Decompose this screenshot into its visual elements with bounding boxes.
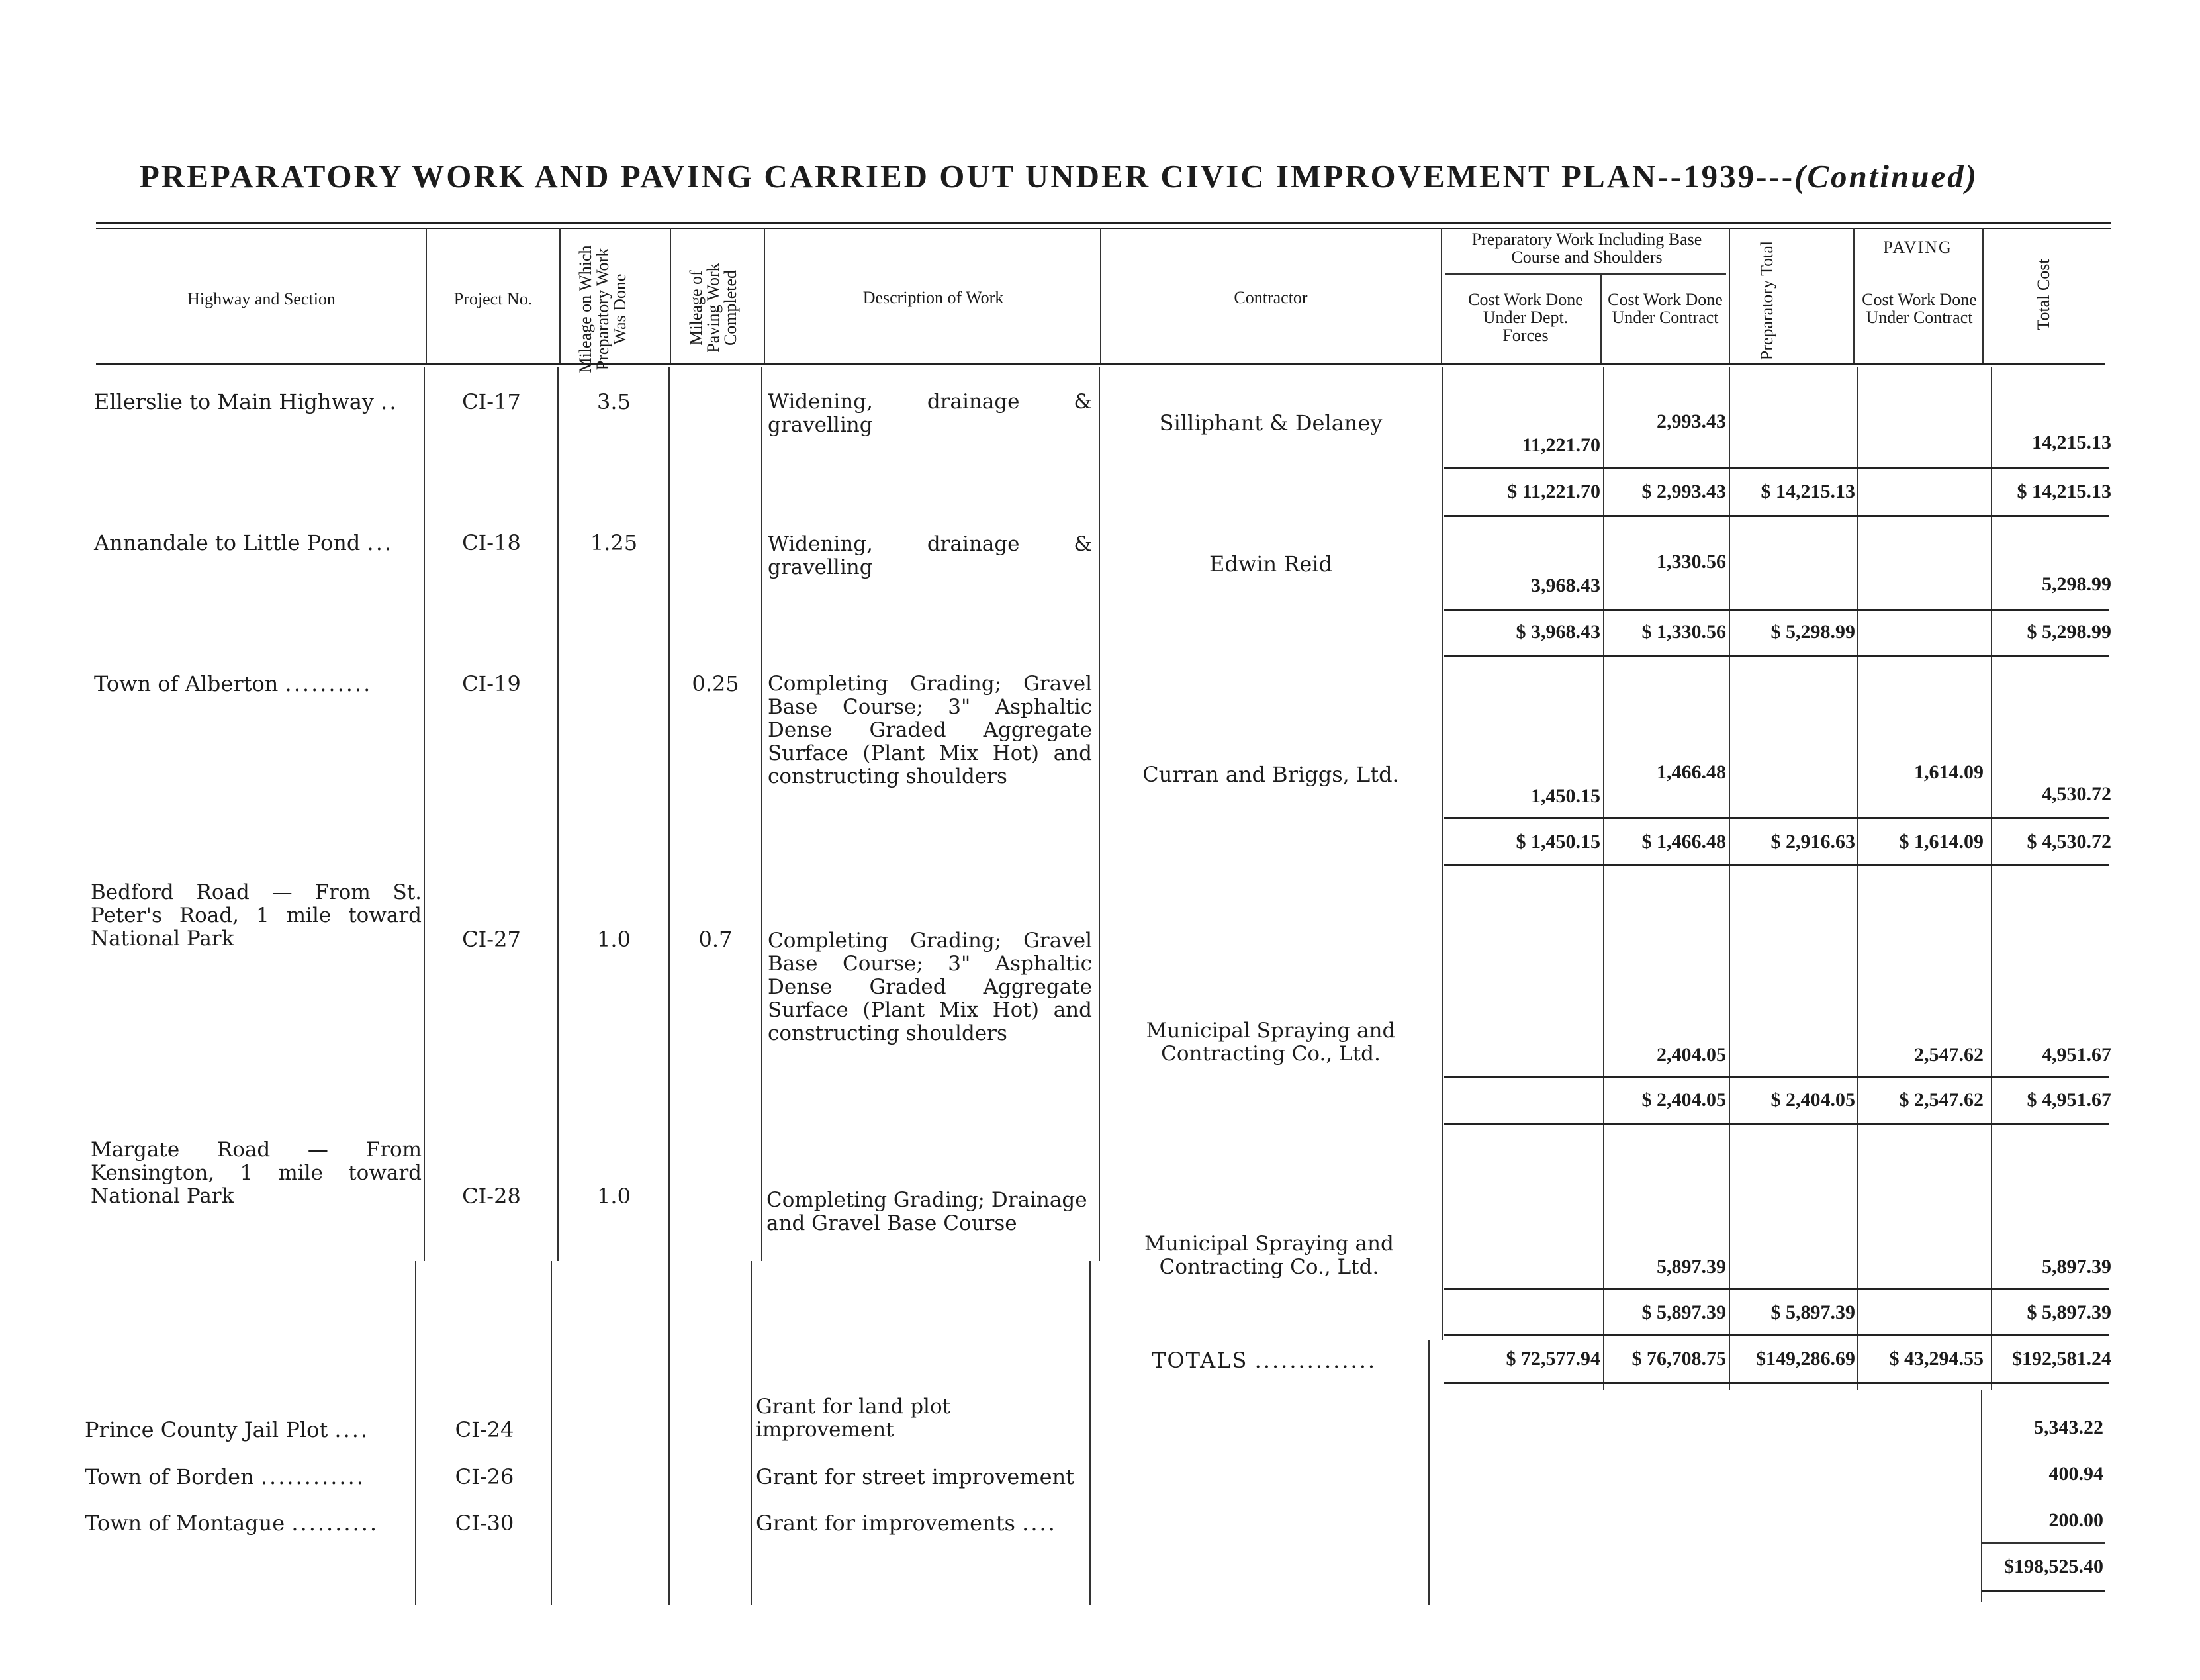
body-col-sep bbox=[1428, 1340, 1430, 1605]
grant3-highway: Town of Montague .......... bbox=[85, 1511, 379, 1536]
row3-sub-prep-total: $ 2,916.63 bbox=[1770, 831, 1855, 853]
row2-sub-dept: $ 3,968.43 bbox=[1516, 621, 1600, 643]
row3-sub-dept: $ 1,450.15 bbox=[1516, 831, 1600, 853]
header-dept-forces: Cost Work Done Under Dept. Forces bbox=[1468, 290, 1583, 345]
row4-sub-paving: $ 2,547.62 bbox=[1899, 1089, 1984, 1111]
grant2-project: CI-26 bbox=[455, 1464, 514, 1489]
totals-paving: $ 43,294.55 bbox=[1889, 1348, 1984, 1370]
row4-end-rule bbox=[1444, 1123, 2109, 1125]
grant2-total: 400.94 bbox=[2048, 1463, 2103, 1485]
totals-dept: $ 72,577.94 bbox=[1506, 1348, 1600, 1370]
row2-total: 5,298.99 bbox=[2042, 573, 2111, 595]
row3-highway: Town of Alberton .......... bbox=[94, 671, 373, 696]
row1-total: 14,215.13 bbox=[2032, 432, 2111, 453]
row5-sub-total: $ 5,897.39 bbox=[2027, 1301, 2111, 1323]
row4-highway: Bedford Road — From St. Peter's Road, 1 mile toward National Park bbox=[91, 880, 422, 951]
row2-sub-contract: $ 1,330.56 bbox=[1641, 621, 1726, 643]
grant3-project: CI-30 bbox=[455, 1511, 514, 1536]
row5-sub-rule bbox=[1444, 1288, 2109, 1290]
header-highway: Highway and Section bbox=[187, 289, 336, 308]
grant3-total: 200.00 bbox=[2048, 1509, 2103, 1531]
body-col-sep bbox=[1603, 367, 1604, 1390]
totals-prep-total: $149,286.69 bbox=[1756, 1348, 1855, 1370]
totals-rule bbox=[1444, 1382, 2109, 1384]
body-col-sep bbox=[415, 1261, 416, 1605]
body-col-sep bbox=[1981, 1390, 1982, 1602]
body-col-sep bbox=[557, 367, 559, 1261]
grant1-highway: Prince County Jail Plot .... bbox=[85, 1417, 370, 1442]
row3-dept: 1,450.15 bbox=[1531, 785, 1600, 807]
totals-contract: $ 76,708.75 bbox=[1631, 1348, 1726, 1370]
grand-total: $198,525.40 bbox=[2004, 1556, 2103, 1577]
body-col-sep bbox=[1089, 1261, 1091, 1605]
title-main: PREPARATORY WORK AND PAVING CARRIED OUT UNDER CIVIC IMPROVEMENT PLAN--1939--- bbox=[139, 158, 1795, 195]
row1-sub-prep-total: $ 14,215.13 bbox=[1761, 481, 1855, 502]
top-rule-inner bbox=[96, 228, 2111, 229]
row1-description: Widening, drainage & gravelling bbox=[768, 390, 1092, 437]
row3-sub-rule bbox=[1444, 817, 2109, 819]
grant2-description: Grant for street improvement bbox=[756, 1464, 1075, 1489]
row2-description: Widening, drainage & gravelling bbox=[768, 532, 1092, 579]
header-mileage-paving: Mileage of Paving Work Completed bbox=[686, 263, 740, 353]
body-col-sep bbox=[761, 367, 762, 1261]
row5-highway: Margate Road — From Kensington, 1 mile toward National Park bbox=[91, 1138, 422, 1208]
row5-contractor: Municipal Spraying and Contracting Co., Ltd. bbox=[1144, 1232, 1394, 1279]
row3-total: 4,530.72 bbox=[2042, 783, 2111, 805]
grant1-description: Grant for land plot improvement bbox=[756, 1395, 951, 1442]
totals-total: $192,581.24 bbox=[2012, 1348, 2111, 1370]
row2-contract: 1,330.56 bbox=[1657, 551, 1726, 573]
grant2-highway: Town of Borden ............ bbox=[85, 1464, 365, 1489]
row4-contractor: Municipal Spraying and Contracting Co., Ltd. bbox=[1146, 1019, 1396, 1066]
row1-contractor: Silliphant & Delaney bbox=[1159, 410, 1383, 436]
row2-project: CI-18 bbox=[462, 530, 521, 555]
row2-contractor: Edwin Reid bbox=[1209, 551, 1332, 577]
header-mileage-prep: Mileage on Which Preparatory Work Was Done bbox=[576, 245, 629, 373]
row4-total: 4,951.67 bbox=[2042, 1044, 2111, 1066]
body-col-sep bbox=[668, 367, 670, 1605]
prep-group-rule bbox=[1445, 273, 1726, 275]
grand-total-underline bbox=[1982, 1590, 2105, 1592]
header-description: Description of Work bbox=[862, 288, 1004, 307]
col-sep bbox=[670, 228, 671, 363]
header-contractor: Contractor bbox=[1234, 288, 1308, 307]
row3-mileage-paving: 0.25 bbox=[692, 671, 739, 696]
row3-contract: 1,466.48 bbox=[1657, 761, 1726, 783]
row2-sub-rule bbox=[1444, 609, 2109, 611]
col-sep bbox=[1853, 228, 1855, 363]
grant1-total: 5,343.22 bbox=[2034, 1417, 2103, 1438]
row2-mileage-prep: 1.25 bbox=[590, 530, 638, 555]
header-paving-contract: Cost Work Done Under Contract bbox=[1862, 290, 1977, 327]
totals-label: TOTALS .............. bbox=[1152, 1348, 1377, 1373]
row2-sub-prep-total: $ 5,298.99 bbox=[1770, 621, 1855, 643]
col-sep bbox=[1600, 275, 1602, 363]
body-col-sep bbox=[551, 1261, 552, 1605]
top-rule bbox=[96, 222, 2111, 224]
row1-sub-dept: $ 11,221.70 bbox=[1507, 481, 1600, 502]
row1-dept: 11,221.70 bbox=[1522, 434, 1600, 456]
col-sep bbox=[426, 228, 427, 363]
row2-highway: Annandale to Little Pond ... bbox=[94, 530, 394, 555]
row4-mileage-paving: 0.7 bbox=[698, 927, 733, 952]
body-col-sep bbox=[1442, 367, 1443, 1340]
header-total-cost: Total Cost bbox=[2034, 259, 2053, 330]
row4-description: Completing Grading; Gravel Base Course; 3" Asphaltic Dense Graded Aggregate Surface (Plant Mix Hot) and constructing shoulders bbox=[768, 929, 1092, 1045]
row1-highway: Ellerslie to Main Highway .. bbox=[94, 389, 398, 414]
row1-contract: 2,993.43 bbox=[1657, 410, 1726, 432]
row5-end-rule bbox=[1444, 1334, 2109, 1336]
header-project: Project No. bbox=[453, 289, 533, 308]
row5-total: 5,897.39 bbox=[2042, 1256, 2111, 1278]
row1-sub-rule bbox=[1444, 467, 2109, 469]
col-sep bbox=[559, 228, 561, 363]
body-col-sep bbox=[1991, 367, 1992, 1390]
row4-sub-rule bbox=[1444, 1076, 2109, 1078]
row4-sub-total: $ 4,951.67 bbox=[2027, 1089, 2111, 1111]
row4-sub-contract: $ 2,404.05 bbox=[1641, 1089, 1726, 1111]
row1-sub-contract: $ 2,993.43 bbox=[1641, 481, 1726, 502]
header-bottom-rule bbox=[96, 363, 2105, 365]
row3-sub-contract: $ 1,466.48 bbox=[1641, 831, 1726, 853]
col-sep bbox=[1100, 228, 1101, 363]
row4-project: CI-27 bbox=[462, 927, 521, 952]
row1-end-rule bbox=[1444, 515, 2109, 517]
row4-sub-prep-total: $ 2,404.05 bbox=[1770, 1089, 1855, 1111]
body-col-sep bbox=[751, 1261, 752, 1605]
row3-sub-total: $ 4,530.72 bbox=[2027, 831, 2111, 853]
row5-description: Completing Grading; Drainage and Gravel Base Course bbox=[766, 1188, 1087, 1235]
body-col-sep bbox=[1099, 367, 1100, 1261]
row4-contract: 2,404.05 bbox=[1657, 1044, 1726, 1066]
grant1-project: CI-24 bbox=[455, 1417, 514, 1442]
row4-mileage-prep: 1.0 bbox=[597, 927, 631, 952]
row5-sub-contract: $ 5,897.39 bbox=[1641, 1301, 1726, 1323]
row3-end-rule bbox=[1444, 864, 2109, 866]
col-sep bbox=[1729, 228, 1730, 363]
row2-dept: 3,968.43 bbox=[1531, 575, 1600, 596]
page-title bbox=[0, 158, 2118, 195]
row3-sub-paving: $ 1,614.09 bbox=[1899, 831, 1984, 853]
col-sep bbox=[764, 228, 765, 363]
header-under-contract: Cost Work Done Under Contract bbox=[1608, 290, 1723, 327]
row5-sub-prep-total: $ 5,897.39 bbox=[1770, 1301, 1855, 1323]
row1-sub-total: $ 14,215.13 bbox=[2017, 481, 2111, 502]
row3-contractor: Curran and Briggs, Ltd. bbox=[1142, 762, 1399, 787]
grant3-description: Grant for improvements .... bbox=[756, 1511, 1057, 1536]
body-col-sep bbox=[1857, 367, 1858, 1390]
row3-description: Completing Grading; Gravel Base Course; 3" Asphaltic Dense Graded Aggregate Surface (Plant Mix Hot) and constructing shoulders bbox=[768, 672, 1092, 788]
row3-project: CI-19 bbox=[462, 671, 521, 696]
row5-project: CI-28 bbox=[462, 1184, 521, 1209]
col-sep bbox=[1982, 228, 1984, 363]
row1-project: CI-17 bbox=[462, 389, 521, 414]
row3-paving: 1,614.09 bbox=[1914, 761, 1984, 783]
row4-paving: 2,547.62 bbox=[1914, 1044, 1984, 1066]
row5-contract: 5,897.39 bbox=[1657, 1256, 1726, 1278]
row5-mileage-prep: 1.0 bbox=[597, 1184, 631, 1209]
row2-sub-total: $ 5,298.99 bbox=[2027, 621, 2111, 643]
body-col-sep bbox=[424, 367, 425, 1261]
title-continued: (Continued) bbox=[1794, 158, 1979, 195]
grand-total-rule bbox=[1982, 1542, 2105, 1544]
header-paving-group: PAVING bbox=[1883, 238, 1952, 257]
header-prep-group: Preparatory Work Including Base Course and Shoulders bbox=[1471, 230, 1702, 267]
row1-mileage-prep: 3.5 bbox=[597, 389, 631, 414]
header-prep-total: Preparatory Total bbox=[1757, 240, 1776, 361]
col-sep bbox=[1441, 228, 1442, 363]
body-col-sep bbox=[1729, 367, 1730, 1390]
row2-end-rule bbox=[1444, 655, 2109, 657]
